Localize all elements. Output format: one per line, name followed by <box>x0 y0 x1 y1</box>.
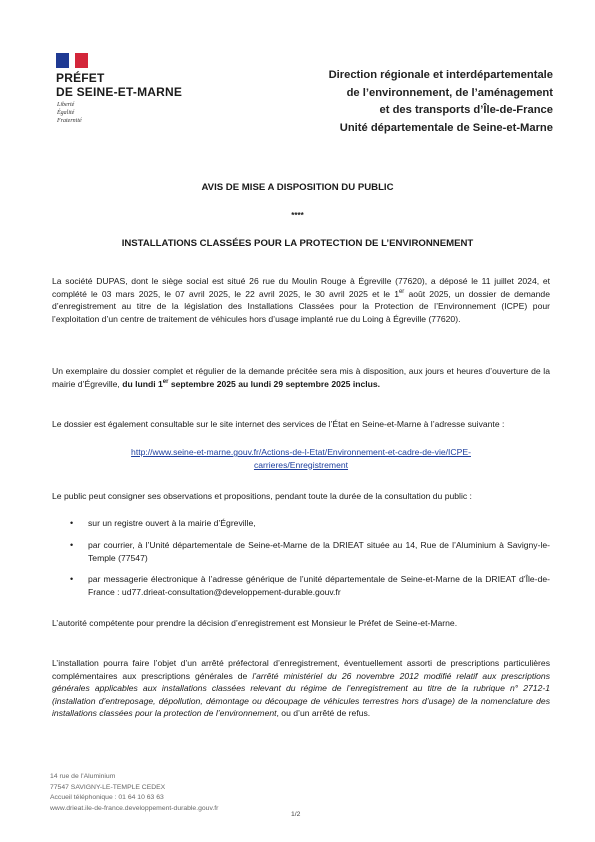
motto-fraternite: Fraternité <box>57 118 82 124</box>
p1-text-b: août 2025, un dossier de demande d’enregistrement au titre de la législation des Installations Classées pour la Protection de l’Environnement (ICPE) pour l’exploitation d’un centre de traitement de véhicules hors d’usage implanté rue du Loing à Égreville (77620). <box>52 288 550 324</box>
footer-address <box>50 772 218 814</box>
prefecture-name <box>56 71 182 99</box>
p6-text-b: , ou d’un arrêté de refus. <box>276 708 371 719</box>
p2-text: Un exemplaire du dossier complet et régulier de la demande précitée sera mis à disposition, aux jours et heures d’ouverture de la mairie d’Égreville, <box>52 366 550 389</box>
p2-dates <box>122 379 380 389</box>
issuing-authority <box>329 67 553 137</box>
dossier-link[interactable] <box>52 446 550 471</box>
motto-egalite: Égalité <box>57 110 75 116</box>
footer-street: 14 rue de l’Aluminium <box>50 773 116 780</box>
dossier-link-line-1[interactable]: http://www.seine-et-marne.gouv.fr/Actions-de-l-Etat/Environnement-et-cadre-de-vie/ICPE- <box>131 447 471 457</box>
footer-city: 77547 SAVIGNY-LE-TEMPLE CEDEX <box>50 783 166 791</box>
list-item-text: par messagerie électronique à l’adresse générique de l’unité départementale de Seine-et-Marne de la DRIEAT d’Île-de-France : ud77.drieat-consultation@developpement-durable.gouv.fr <box>88 574 550 597</box>
authority-line-4: Unité départementale de Seine-et-Marne <box>339 121 553 134</box>
prefecture-line-1: PRÉFET <box>56 71 105 85</box>
paragraph-authority: L’autorité compétente pour prendre la décision d’enregistrement est Monsieur le Préfet de Seine-et-Marne. <box>52 618 458 628</box>
dossier-link-line-2[interactable]: carrieres/Enregistrement <box>253 459 349 470</box>
republic-motto <box>57 101 82 125</box>
subject-title: INSTALLATIONS CLASSÉES POUR LA PROTECTION DE L’ENVIRONNEMENT <box>121 238 474 249</box>
prefecture-line-2: DE SEINE-ET-MARNE <box>56 85 183 99</box>
list-item-text: par courrier, à l’Unité départementale de Seine-et-Marne de la DRIEAT située au 14, Rue de l’Aluminium à Savigny-le-Temple (77547) <box>88 540 550 563</box>
p1-superscript: er <box>398 288 405 295</box>
authority-line-1: Direction régionale et interdépartementale <box>328 69 553 81</box>
p6-text-a: L’installation pourra faire l’objet d’un arrêté préfectoral d’enregistrement, éventuellement assorti de prescriptions particulières complémentaires aux prescriptions générales de <box>52 658 550 681</box>
page-number: 1/2 <box>291 811 301 818</box>
p2-dates-a: du lundi 1 <box>122 378 163 389</box>
list-item-text: sur un registre ouvert à la mairie d’Égreville, <box>88 518 256 528</box>
p1-text-a: La société DUPAS, dont le siège social est situé 26 rue du Moulin Rouge à Égreville (77620), a déposé le 11 juillet 2024, et complété le 03 mars 2025, le 07 avril 2025, le 22 avril 2025, le 30 avril 2025 et le 1 <box>52 276 550 299</box>
footer-website: www.drieat.ile-de-france.developpement-durable.gouv.fr <box>50 804 219 812</box>
paragraph-decision <box>52 657 550 720</box>
marianne-flag-logo <box>56 53 88 68</box>
authority-line-2: de l’environnement, de l’aménagement <box>346 86 553 99</box>
p2-dates-superscript: er <box>162 378 169 385</box>
paragraph-application <box>52 275 550 325</box>
motto-liberte: Liberté <box>57 102 75 108</box>
p2-dates-b: septembre 2025 au lundi 29 septembre 2025 inclus. <box>168 378 381 389</box>
authority-line-3: et des transports d’Île-de-France <box>379 104 553 116</box>
title-separator: **** <box>291 211 304 220</box>
p6-decree-reference: l’arrêté ministériel du 26 novembre 2012 modifié relatif aux prescriptions générales applicables aux installations classées relevant du régime de l’enregistrement au titre de la rubrique n° 2712-1 (installation d’entreposage, dépollution, démontage ou découpage de véhicules terrestres hors d’usage) de la nomenclature des installations classées pour la protection de l’environnement <box>52 670 550 719</box>
flag-blue-band <box>56 53 69 68</box>
bullet-icon: • <box>70 540 74 550</box>
notice-title: AVIS DE MISE A DISPOSITION DU PUBLIC <box>201 182 394 193</box>
bullet-icon: • <box>70 518 74 528</box>
paragraph-website: Le dossier est également consultable sur le site internet des services de l’État en Seine-et-Marne à l’adresse suivante : <box>52 419 505 429</box>
bullet-icon: • <box>70 574 74 584</box>
footer-phone: Accueil téléphonique : 01 64 10 63 63 <box>50 794 164 801</box>
flag-red-band <box>75 53 88 68</box>
paragraph-observations: Le public peut consigner ses observations et propositions, pendant toute la durée de la consultation du public : <box>52 491 472 501</box>
paragraph-availability <box>52 365 550 390</box>
